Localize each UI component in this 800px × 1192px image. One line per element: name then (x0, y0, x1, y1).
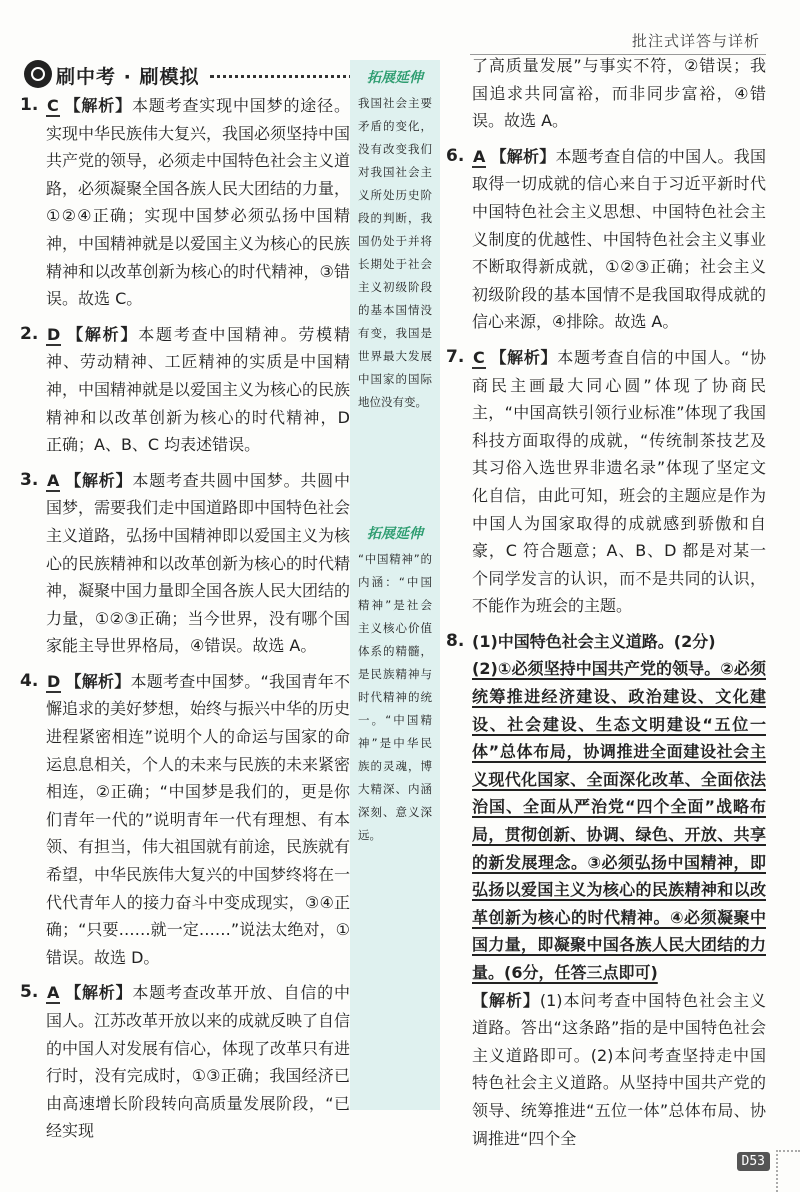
answer-item-6 (446, 143, 766, 336)
section-badge (20, 60, 350, 90)
item-text: 本题考查共圆中国梦。共圆中国梦，需要我们走中国道路即中国特色社会主义道路，弘扬中国精神即以爱国主义为核心的民族精神和以改革创新为核心的时代精神，凝聚中国力量即全国各族人民大团结的力量，①②③正确；当今世界，没有哪个国家能主导世界格局，④错误。故选 A。 (46, 470, 351, 656)
answer-item-1 (20, 92, 350, 313)
item8-part1: (1)中国特色社会主义道路。(2分) (472, 631, 716, 651)
item-text: 本题考查中国精神。劳模精神、劳动精神、工匠精神的实质是中国精神，中国精神就是以爱国主义为核心的民族精神和以改革创新为核心的时代精神，D 正确；A、B、C 均表述错误。 (46, 324, 351, 455)
sidebar-note-text: “中国精神”的内涵：“中国精神”是社会主义核心价值体系的精髓，是民族精神与时代精神的统一。“中国精神”是中华民族的灵魂，博大精深、内涵深刻、意义深远。 (358, 552, 432, 842)
badge-circle-icon (24, 60, 52, 88)
section-dotted-rule (210, 75, 360, 78)
item-answer: D (47, 324, 61, 344)
page-corner-decoration (776, 1150, 800, 1192)
item-text: 本题考查改革开放、自信的中国人。江苏改革开放以来的成就反映了自信的中国人对发展有信心，体现了改革只有进行时，没有完成时，①③正确；我国经济已由高速增长阶段转向高质量发展阶段，“已经实现 (46, 983, 351, 1141)
page-number: D53 (737, 1152, 770, 1171)
item-number: 7. (446, 346, 465, 367)
analysis-tag: 【解析】 (64, 470, 133, 490)
item-text: 本题考查自信的中国人。“协商民主画最大同心圆”体现了协商民主，“中国高铁引领行业标准”体现了我国科技方面取得的成就，“传统制茶技艺及其习俗入选世界非遗名录”体现了坚定文化自信，由此可知，班会的主题应是作为中国人为国家取得的成就感到骄傲和自豪，C 符合题意；A、B、D 都是对某一个同学发言的认识，而不是共同的认识，不能作为班会的主题。 (472, 347, 766, 616)
item-answer: C (47, 96, 59, 115)
analysis-tag: 【解析】 (65, 324, 139, 344)
item-text-continued: 了高质量发展”与事实不符，②错误；我国追求共同富裕，而非同步富裕，④错误。故选 A。 (472, 56, 766, 131)
sidebar-note-2 (358, 520, 432, 847)
item-number: 2. (20, 323, 39, 344)
item-number: 8. (446, 630, 465, 651)
sidebar-note-text: 我国社会主要矛盾的变化，没有改变我们对我国社会主义所处历史阶段的判断，我国仍处于并将长期处于社会主义初级阶段的基本国情没有变，我国是世界最大发展中国家的国际地位没有变。 (358, 96, 432, 409)
sidebar-note-1 (358, 64, 432, 414)
analysis-tag: 【解析】 (472, 990, 540, 1010)
item-number: 4. (20, 670, 39, 691)
answer-item-8 (446, 628, 766, 1152)
item-answer: C (473, 347, 485, 367)
section-title: 刷中考 · 刷模拟 (56, 66, 200, 88)
analysis-tag: 【解析】 (65, 671, 131, 691)
analysis-tag: 【解析】 (490, 146, 556, 166)
item8-part2: (2)①必须坚持中国共产党的领导。②必须统筹推进经济建设、政治建设、文化建设、社会建设、生态文明建设“五位一体”总体布局，协调推进全面建设社会主义现代化国家、全面深化改革、全面依法治国、全面从严治党“四个全面”战略布局，贯彻创新、协调、绿色、开放、共享的新发展理念。③必须弘扬中国精神，即弘扬以爱国主义为核心的民族精神和以改革创新为核心的时代精神。④必须凝聚中国力量，即凝聚中国各族人民大团结的力量。(6分，任答三点即可) (472, 659, 766, 982)
item-number: 6. (446, 145, 465, 166)
item-number: 1. (20, 95, 39, 115)
item-number: 5. (20, 982, 39, 1003)
item-text: 本题考查自信的中国人。我国取得一切成就的信心来自于习近平新时代中国特色社会主义思想、中国特色社会主义制度的优越性、中国特色社会主义事业不断取得新成就，①②③正确；社会主义初级阶段的基本国情不是我国取得成就的信心来源，④排除。故选 A。 (472, 146, 766, 332)
answer-item-5-continued (446, 52, 766, 135)
item-answer: A (473, 146, 486, 166)
answer-item-4 (20, 668, 350, 972)
answer-item-7 (446, 344, 766, 620)
analysis-tag: 【解析】 (63, 96, 132, 115)
answer-item-2 (20, 321, 350, 459)
item-answer: A (47, 983, 60, 1003)
sidebar-note-title: 拓展延伸 (367, 70, 423, 86)
item-answer: A (47, 470, 60, 490)
right-column (446, 52, 766, 1160)
item-number: 3. (20, 469, 39, 490)
analysis-tag: 【解析】 (64, 983, 133, 1003)
page-header-title: 批注式详答与详析 (631, 32, 760, 50)
answer-item-5 (20, 979, 350, 1145)
item-text: 本题考查中国梦。“我国青年不懈追求的美好梦想，始终与振兴中华的历史进程紧密相连”说明个人的命运与国家的命运息息相关，个人的未来与民族的未来紧密相连，②正确；“中国梦是我们的，更是你们青年一代的”说明青年一代有理想、有本领、有担当，伟大祖国就有前途，民族就有希望，中华民族伟大复兴的中国梦终将在一代代青年人的接力奋斗中变成现实，③④正确；“只要……就一定……”说法太绝对，①错误。故选 D。 (46, 671, 351, 967)
item-text: 本题考查实现中国梦的途径。实现中华民族伟大复兴，我国必须坚持中国共产党的领导，必须走中国特色社会主义道路，必须凝聚全国各族人民大团结的力量，①②④正确；实现中国梦必须弘扬中国精神，中国精神就是以爱国主义为核心的民族精神和以改革创新为核心的时代精神，③错误。故选 C。 (46, 96, 351, 309)
sidebar-note-title: 拓展延伸 (367, 526, 423, 542)
left-column (20, 92, 350, 1153)
analysis-tag: 【解析】 (489, 347, 558, 367)
item8-analysis-text: (1)本问考查中国特色社会主义道路。答出“这条路”指的是中国特色社会主义道路即可。(2)本问考查坚持走中国特色社会主义道路。从坚持中国共产党的领导、统筹推进“五位一体”总体布局、协调推进“四个全 (472, 990, 766, 1148)
extension-sidebar (350, 60, 440, 1110)
item-answer: D (47, 671, 61, 691)
item8-analysis (472, 987, 766, 1153)
answer-item-3 (20, 467, 350, 660)
